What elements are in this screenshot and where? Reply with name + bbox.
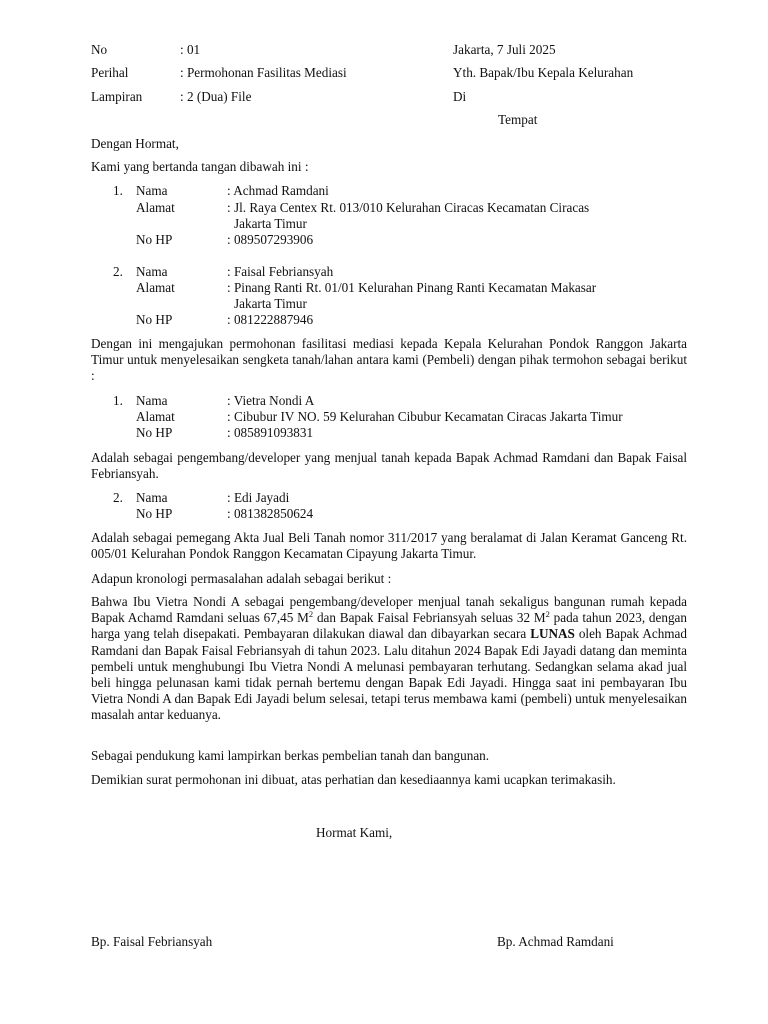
request-paragraph: Dengan ini mengajukan permohonan fasilitasi mediasi kepada Kepala Kelurahan Pondok Ranggon Jakarta Timur untuk menyelesaikan sengketa tanah/lahan antara kami (Pembeli) dengan pihak termohon sebagai berikut : — [91, 336, 687, 384]
chronology-text: oleh Bapak Achmad Ramdani dan Bapak Faisal Febriansyah di tahun 2023. Lalu ditahun 2024 Bapak Edi Jayadi datang dan meminta pembeli untuk menghubungi Ibu Vietra Nondi A melunasi pembayaran terhutang. Sedangkan selama akad jual beli hingga pelunasan kami tidak pernah bertemu dengan Bapak Edi Jayadi. Hingga saat ini pembayaran Ibu Vietra Nondi A dan Bapak Edi Jayadi belum selesai, tetapi terus membawa kami (pembeli) untuk menyelesaikan masalah antar keduanya. — [91, 626, 687, 723]
hp-value: : 085891093831 — [227, 425, 314, 440]
chronology-text: pada tahun 2023, dengan harga yang telah disepakati. Pembayaran dilakukan diawal dan dibayarkan secara — [91, 610, 687, 642]
alamat-value: : Pinang Ranti Rt. 01/01 Kelurahan Pinang Ranti Kecamatan Makasar — [227, 280, 597, 295]
nama-label: Nama — [136, 393, 168, 408]
hormat-kami: Hormat Kami, — [316, 825, 393, 840]
alamat-value: : Cibubur IV NO. 59 Kelurahan Cibubur Kecamatan Ciracas Jakarta Timur — [227, 409, 623, 424]
alamat-value-line2: Jakarta Timur — [234, 296, 307, 311]
addressee-tempat: Tempat — [498, 112, 538, 127]
alamat-label: Alamat — [136, 280, 175, 295]
hp-label: No HP — [136, 232, 173, 247]
addressee: Yth. Bapak/Ibu Kepala Kelurahan — [453, 65, 634, 80]
perihal-label: Perihal — [91, 65, 129, 80]
hp-value: : 089507293906 — [227, 232, 314, 247]
signatory-right: Bp. Achmad Ramdani — [497, 934, 614, 949]
alamat-label: Alamat — [136, 409, 175, 424]
perihal-value: : Permohonan Fasilitas Mediasi — [180, 65, 347, 80]
nama-value: : Edi Jayadi — [227, 490, 290, 505]
nama-label: Nama — [136, 183, 168, 198]
alamat-label: Alamat — [136, 200, 175, 215]
superscript: 2 — [308, 609, 314, 620]
letter-date: Jakarta, 7 Juli 2025 — [453, 42, 556, 57]
hp-label: No HP — [136, 425, 173, 440]
nama-value: : Achmad Ramdani — [227, 183, 329, 198]
attachment-note: Sebagai pendukung kami lampirkan berkas pembelian tanah dan bangunan. — [91, 748, 490, 763]
hp-label: No HP — [136, 506, 173, 521]
alamat-value: : Jl. Raya Centex Rt. 013/010 Kelurahan Ciracas Kecamatan Ciracas — [227, 200, 590, 215]
lampiran-value: : 2 (Dua) File — [180, 89, 252, 104]
chronology-intro: Adapun kronologi permasalahan adalah sebagai berikut : — [91, 571, 392, 586]
intro-line: Kami yang bertanda tangan dibawah ini : — [91, 159, 309, 174]
chronology-paragraph — [91, 594, 687, 724]
superscript: 2 — [545, 609, 550, 620]
closing-paragraph: Demikian surat permohonan ini dibuat, atas perhatian dan kesediaannya kami ucapkan terimakasih. — [91, 772, 616, 787]
addressee-di: Di — [453, 89, 467, 104]
list-number: 2. — [113, 264, 123, 279]
no-label: No — [91, 42, 108, 57]
signatory-left: Bp. Faisal Febriansyah — [91, 934, 213, 949]
nama-label: Nama — [136, 490, 168, 505]
chronology-text: dan Bapak Faisal Febriansyah seluas 32 M — [313, 610, 546, 626]
nama-label: Nama — [136, 264, 168, 279]
no-value: : 01 — [180, 42, 201, 57]
chronology-text: Bahwa Ibu Vietra Nondi A sebagai pengembang/developer menjual tanah sekaligus bangunan rumah kepada Bapak Achamd Ramdani seluas 67,45 M — [91, 594, 687, 626]
greeting: Dengan Hormat, — [91, 136, 179, 151]
nama-value: : Faisal Febriansyah — [227, 264, 334, 279]
alamat-value-line2: Jakarta Timur — [234, 216, 307, 231]
respondent-1-note: Adalah sebagai pengembang/developer yang menjual tanah kepada Bapak Achmad Ramdani dan Bapak Faisal Febriansyah. — [91, 450, 687, 482]
nama-value: : Vietra Nondi A — [227, 393, 315, 408]
list-number: 1. — [113, 183, 123, 198]
lampiran-label: Lampiran — [91, 89, 143, 104]
list-number: 2. — [113, 490, 123, 505]
list-number: 1. — [113, 393, 123, 408]
hp-value: : 081382850624 — [227, 506, 314, 521]
hp-label: No HP — [136, 312, 173, 327]
hp-value: : 081222887946 — [227, 312, 314, 327]
respondent-2-note: Adalah sebagai pemegang Akta Jual Beli Tanah nomor 311/2017 yang beralamat di Jalan Keramat Ganceng Rt. 005/01 Kelurahan Pondok Ranggon Kecamatan Cipayung Jakarta Timur. — [91, 530, 687, 562]
lunas-emphasis: LUNAS — [530, 626, 575, 642]
